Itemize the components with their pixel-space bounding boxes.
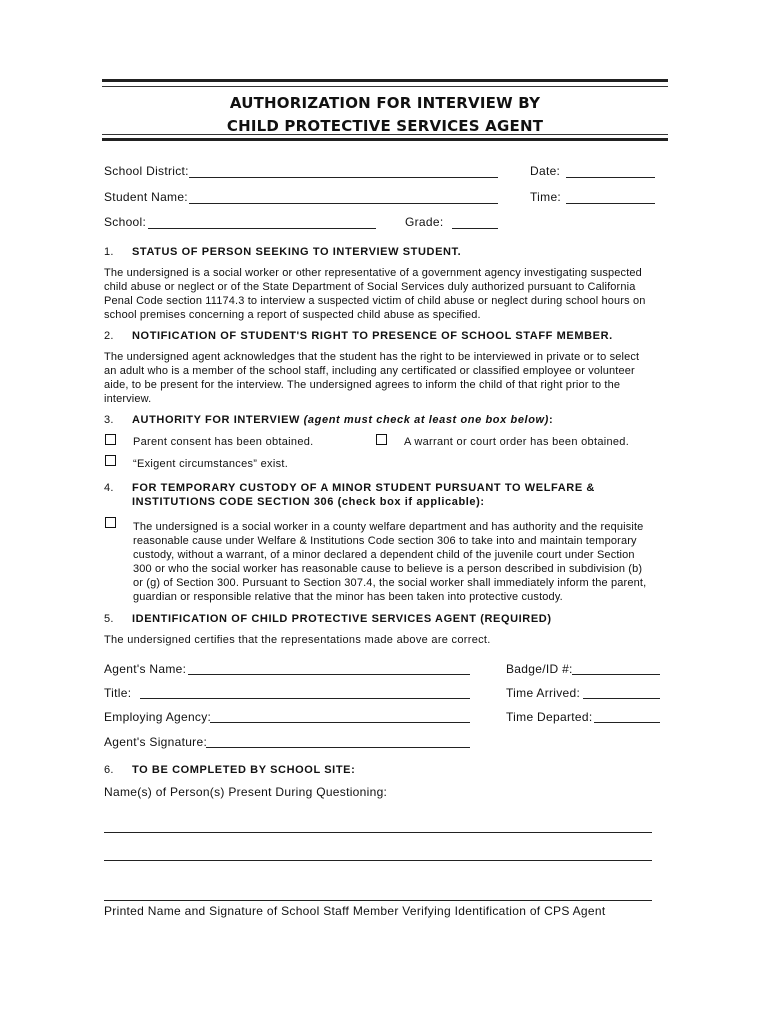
verification-label: Printed Name and Signature of School Staff Member Verifying Identification of CPS Agent [104,904,606,918]
title-label: Title: [104,686,132,700]
section4-heading-line1: FOR TEMPORARY CUSTODY OF A MINOR STUDENT PURSUANT TO WELFARE & [132,482,595,494]
section6-number: 6. [104,764,114,776]
section2-line: interview. [104,393,152,405]
student-name-label: Student Name: [104,190,188,204]
section4-line: or (g) of Section 300. Pursuant to Section 307.4, the social worker shall immediately inform the parent, [133,577,647,589]
employing-agency-field[interactable] [210,722,470,723]
verification-signature-line[interactable] [104,900,652,901]
form-title-line1: AUTHORIZATION FOR INTERVIEW BY [229,94,541,112]
section5-number: 5. [104,613,114,625]
warrant-checkbox[interactable] [376,434,387,445]
badge-id-label: Badge/ID #: [506,662,573,676]
employing-agency-label: Employing Agency: [104,710,212,724]
section3-heading-note: (agent must check at least one box below) [303,414,549,426]
section4-line: reasonable cause under Welfare & Institutions Code section 306 to take into and maintain temporary [133,535,637,547]
section3-heading [132,414,553,426]
section1-line: Penal Code section 11174.3 to interview a suspected victim of child abuse or neglect during school hours on [104,295,646,307]
section3-heading-colon: : [548,414,554,426]
school-district-field[interactable] [189,177,498,178]
agent-signature-field[interactable] [206,747,470,748]
agent-signature-label: Agent's Signature: [104,735,208,749]
time-arrived-label: Time Arrived: [506,686,581,700]
exigent-checkbox[interactable] [105,455,116,466]
parent-consent-checkbox[interactable] [105,434,116,445]
time-departed-label: Time Departed: [506,710,593,724]
date-label: Date: [530,164,561,178]
section2-heading: NOTIFICATION OF STUDENT'S RIGHT TO PRESENCE OF SCHOOL STAFF MEMBER. [132,330,613,342]
section4-line: guardian or responsible relative that the minor has been taken into protective custody. [133,591,563,603]
section2-text [104,350,666,406]
parent-consent-label: Parent consent has been obtained. [133,436,314,448]
student-name-field[interactable] [189,203,498,204]
section3-number: 3. [104,414,114,426]
time-departed-field[interactable] [594,722,660,723]
section5-heading: IDENTIFICATION OF CHILD PROTECTIVE SERVICES AGENT (REQUIRED) [132,613,552,625]
time-arrived-field[interactable] [583,698,660,699]
top-rule [102,79,668,82]
section4-heading-line2: INSTITUTIONS CODE SECTION 306 (check box if applicable): [132,496,485,508]
school-district-label: School District: [104,164,189,178]
section1-line: child abuse or neglect or of the State Department of Social Services duly authorized pursuant to California [104,281,636,293]
temporary-custody-checkbox[interactable] [105,517,116,528]
grade-label: Grade: [405,215,444,229]
section4-line: The undersigned is a social worker in a county welfare department and has authority and the requisite [133,521,644,533]
section4-text [133,520,667,604]
section1-line: school premises concerning a report of suspected child abuse as specified. [104,309,481,321]
section6-heading: TO BE COMPLETED BY SCHOOL SITE: [132,764,356,776]
agent-name-label: Agent's Name: [104,662,187,676]
badge-id-field[interactable] [572,674,660,675]
section5-certify-text: The undersigned certifies that the representations made above are correct. [104,634,491,646]
section2-line: The undersigned agent acknowledges that the student has the right to be interviewed in private or to select [104,351,640,363]
exigent-label: “Exigent circumstances” exist. [133,458,289,470]
school-label: School: [104,215,147,229]
date-field[interactable] [566,177,655,178]
time-label: Time: [530,190,562,204]
persons-present-line-2[interactable] [104,860,652,861]
persons-present-label: Name(s) of Person(s) Present During Questioning: [104,785,388,799]
title-field[interactable] [140,698,470,699]
section1-text [104,266,666,322]
section4-number: 4. [104,482,114,494]
section1-number: 1. [104,246,114,258]
school-field[interactable] [148,228,376,229]
agent-name-field[interactable] [188,674,470,675]
title-rule-thin [102,134,668,135]
top-rule-thin [102,86,668,87]
section3-heading-text: AUTHORITY FOR INTERVIEW [132,414,301,426]
time-field[interactable] [566,203,655,204]
section2-line: an adult who is a member of the school staff, including any certificated or classified employee or volunteer [104,365,635,377]
persons-present-line-1[interactable] [104,832,652,833]
section2-number: 2. [104,330,114,342]
section2-line: aide, to be present for the interview. The undersigned agrees to inform the child of that right prior to the [104,379,621,391]
warrant-label: A warrant or court order has been obtained. [404,436,630,448]
section4-line: custody, without a warrant, of a minor declared a dependent child of the juvenile court under Section [133,549,635,561]
section1-line: The undersigned is a social worker or other representative of a government agency investigating suspected [104,267,642,279]
grade-field[interactable] [452,228,498,229]
title-rule [102,138,668,141]
section1-heading: STATUS OF PERSON SEEKING TO INTERVIEW STUDENT. [132,246,462,258]
form-title-line2: CHILD PROTECTIVE SERVICES AGENT [226,117,544,135]
section4-line: 300 or who the social worker has reasonable cause to believe is a person described in subdivision (b) [133,563,643,575]
